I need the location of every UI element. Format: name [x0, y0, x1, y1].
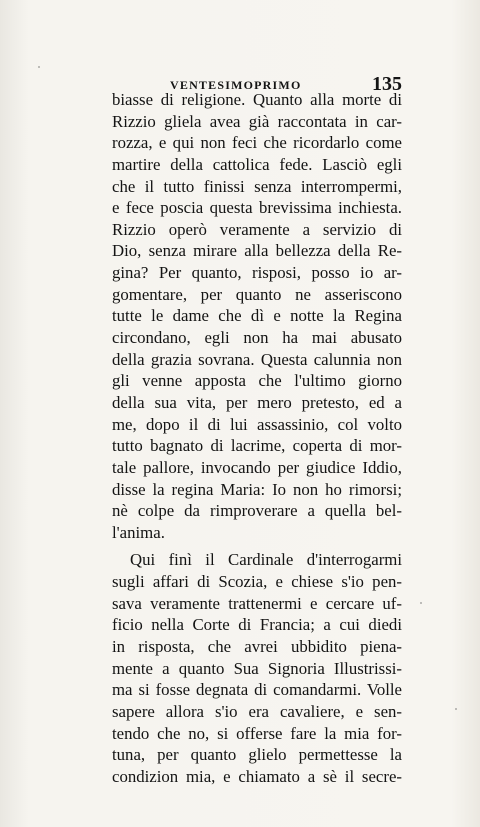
text-line: della grazia sovrana. Questa calunnia non [112, 349, 402, 369]
text-line: me, dopo il di lui assassinio, col volto [112, 414, 402, 434]
text-line: mente a quanto Sua Signoria Illustrissi- [112, 658, 402, 678]
body-text [112, 89, 402, 788]
text-line: e fece poscia questa brevissima inchiesta. [112, 198, 402, 218]
text-line: Rizzio gliela avea già raccontata in car- [112, 111, 402, 131]
text-line: in risposta, che avrei ubbidito piena- [112, 637, 402, 657]
text-line: tutte le dame che dì e notte la Regina [112, 306, 402, 326]
text-line: disse la regina Maria: Io non ho rimorsi; [112, 479, 402, 499]
text-line: Rizzio operò veramente a servizio di [112, 219, 402, 239]
text-line: tuna, per quanto glielo permettesse la [112, 745, 402, 765]
paper-speck [38, 66, 40, 68]
paragraph-1 [112, 89, 402, 543]
text-line: circondano, egli non ha mai abusato [112, 328, 402, 348]
text-line: ficio nella Corte di Francia; a cui diedi [112, 615, 402, 635]
text-line: nè colpe da rimproverare a quella bel- [112, 501, 402, 521]
text-line: della sua vita, per mero pretesto, ed a [112, 392, 402, 412]
text-line: sugli affari di Scozia, e chiese s'io pen- [112, 572, 402, 592]
text-line: sapere allora s'io era cavaliere, e sen- [112, 701, 402, 721]
text-line: gli venne apposta che l'ultimo giorno [112, 371, 402, 391]
paper-speck [455, 708, 457, 710]
paragraph-2 [112, 549, 402, 787]
text-line: Qui finì il Cardinale d'interrogarmi [130, 550, 402, 570]
text-line: rozza, e qui non feci che ricordarlo come [112, 133, 402, 153]
text-line: ma si fosse degnata di comandarmi. Volle [112, 680, 402, 700]
text-line: l'anima. [112, 522, 165, 542]
running-head: VENTESIMOPRIMO [170, 78, 302, 92]
page-number: 135 [372, 73, 402, 95]
text-line: condizion mia, e chiamato a sè il secre- [112, 766, 402, 786]
text-line: tale pallore, invocando per giudice Iddio, [112, 457, 402, 477]
text-line: biasse di religione. Quanto alla morte di [112, 90, 402, 109]
text-line: gomentare, per quanto ne asseriscono [112, 284, 402, 304]
text-line: che il tutto finissi senza interrompermi, [112, 176, 402, 196]
text-line: gina? Per quanto, risposi, posso io ar- [112, 263, 402, 283]
text-line: martire della cattolica fede. Lasciò egli [112, 154, 402, 174]
text-line: Dio, senza mirare alla bellezza della Re- [112, 241, 402, 261]
text-line: tendo che no, si offerse fare la mia for- [112, 723, 402, 743]
text-line: tutto bagnato di lacrime, coperta di mor- [112, 436, 402, 456]
text-line: sava veramente trattenermi e cercare uf- [112, 593, 402, 613]
paper-speck [420, 602, 422, 604]
